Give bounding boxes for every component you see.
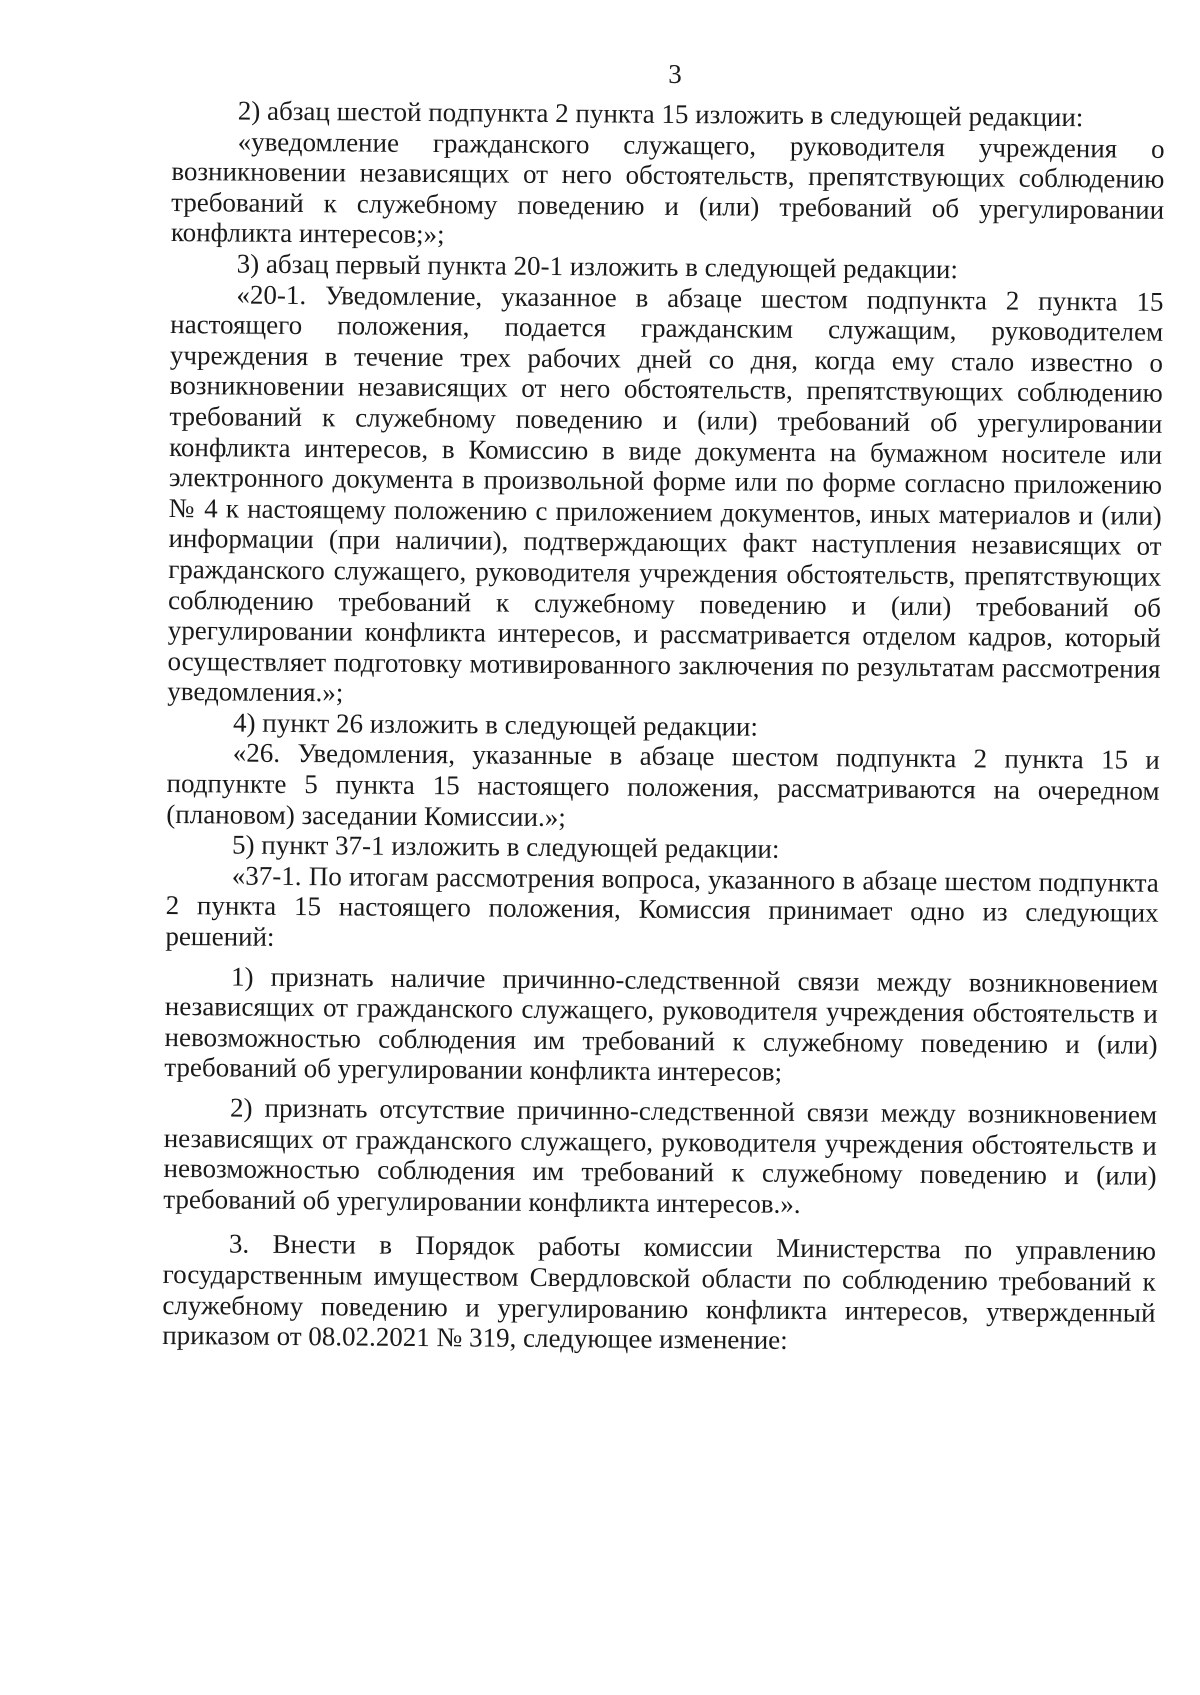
document-body xyxy=(162,95,1165,1359)
paragraph-item-5-heading: 5) пункт 37-1 изложить в следующей редакции: xyxy=(231,829,780,865)
paragraph-item-2-heading: 2) абзац шестой подпункта 2 пункта 15 изложить в следующей редакции: xyxy=(237,95,1084,133)
paragraph-item-4-text: «26. Уведомления, указанные в абзаце шестом подпункта 2 пункта 15 и подпункте 5 пункта 15 настоящего положения, рассматриваются на очередном (плановом) заседании Комиссии.»; xyxy=(166,737,1160,832)
paragraph-decision-1: 1) признать наличие причинно-следственной связи между возникновением независящих от гражданского служащего, руководителя учреждения обстоятельств и невозможностью соблюдения им требований к служебному поведению и (или) требований об урегулировании конфликта интересов; xyxy=(164,961,1159,1088)
paragraph-item-4-heading: 4) пункт 26 изложить в следующей редакции: xyxy=(232,707,759,742)
paragraph-item-3-text: «20-1. Уведомление, указанное в абзаце шестом подпункта 2 пункта 15 настоящего положения, подается гражданским служащим, руководителем учреждения в течение трех рабочих дней со дня, когда ему стало известно о возникновении независящих от него обстоятельств, препятствующих соблюдению требований к служебному поведению и (или) требований об урегулировании конфликта интересов, в Комиссию в виде документа на бумажном носителе или электронного документа в произвольной форме или по форме согласно приложению № 4 к настоящему положению с приложением документов, иных материалов и (или) информации (при наличии), подтверждающих факт наступления независящих от гражданского служащего, руководителя учреждения обстоятельств, препятствующих соблюдению требований к служебному поведению и (или) требований об урегулировании конфликта интересов, и рассматривается отделом кадров, который осуществляет подготовку мотивированного заключения по результатам рассмотрения уведомления.»; xyxy=(167,279,1164,708)
paragraph-item-3-heading: 3) абзац первый пункта 20-1 изложить в следующей редакции: xyxy=(236,248,959,285)
paragraph-section-3: 3. Внести в Порядок работы комиссии Министерства по управлению государственным имуществом Свердловской области по соблюдению требований к служебному поведению и урегулированию конфликта интересов, утвержденный приказом от 08.02.2021 № 319, следующее изменение: xyxy=(162,1228,1157,1356)
paragraph-item-5-text: «37-1. По итогам рассмотрения вопроса, указанного в абзаце шестом подпункта 2 пункта 15 настоящего положения, Комиссия принимает одно из следующих решений: xyxy=(165,860,1159,952)
paragraph-item-2-text: «уведомление гражданского служащего, руководителя учреждения о возникновении независящих от него обстоятельств, препятствующих соблюдению требований к служебному поведению и (или) требований об урегулировании конфликта интересов;»; xyxy=(170,126,1165,250)
page-number: 3 xyxy=(668,59,682,89)
paragraph-decision-2: 2) признать отсутствие причинно-следственной связи между возникновением независящих от гражданского служащего, руководителя учреждения обстоятельств и невозможностью соблюдения им требований к служебному поведению и (или) требований об урегулировании конфликта интересов.». xyxy=(163,1092,1158,1219)
